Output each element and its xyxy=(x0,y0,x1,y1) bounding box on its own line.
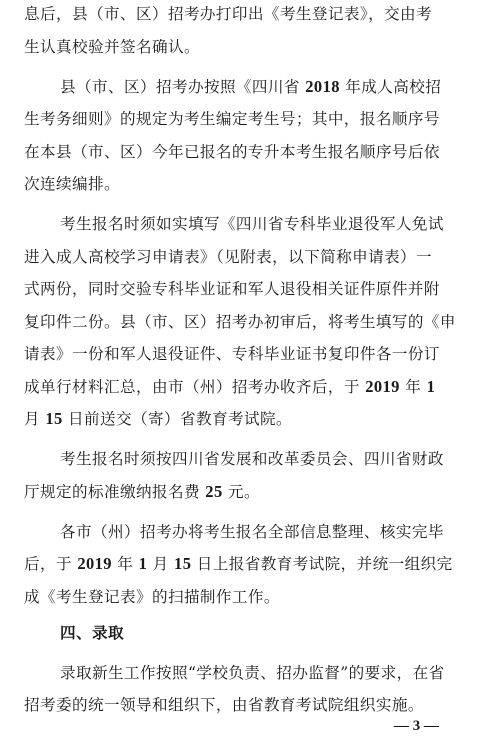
text-line: 生认真校验并签名确认。 xyxy=(24,38,200,56)
text-line: 成《考生登记表》的扫描制作工作。 xyxy=(24,588,280,606)
text-line: 县（市、区）招考办按照《四川省 2018 年成人高校招 xyxy=(60,77,442,96)
section-heading: 四、录取 xyxy=(60,623,124,642)
text-line: 考生报名时须按四川省发展和改革委员会、四川省财政 xyxy=(60,450,444,468)
text-line: 录取新生工作按照“学校负责、招办监督”的要求，在省 xyxy=(60,664,445,682)
text-line: 在本县（市、区）今年已报名的专升本考生报名顺序号后依 xyxy=(24,143,440,161)
text-line: 请表》一份和军人退役证件、专科毕业证书复印件各一份订 xyxy=(24,345,440,363)
text-line: 考生报名时须如实填写《四川省专科毕业退役军人免试 xyxy=(60,215,444,233)
text-line: 复印件二份。县（市、区）招考办初审后，将考生填写的《申 xyxy=(24,313,456,331)
text-line: 招考委的统一领导和组织下，由省教育考试院组织实施。 xyxy=(24,696,424,714)
text-line: 次连续编排。 xyxy=(24,175,120,193)
text-line: 后，于 2019 年 1 月 15 日上报省教育考试院，并统一组织完 xyxy=(24,554,453,573)
text-line: 成单行材料汇总，由市（州）招考办收齐后，于 2019 年 1 xyxy=(24,377,436,396)
text-line: 息后，县（市、区）招考办打印出《考生登记表》，交由考 xyxy=(24,5,433,23)
text-line: 进入成人高校学习申请表》（见附表，以下简称申请表）一 xyxy=(24,248,433,266)
text-line: 各市（州）招考办将考生报名全部信息整理、核实完毕 xyxy=(60,523,444,541)
text-line: 式两份，同时交验专科毕业证和军人退役相关证件原件并附 xyxy=(24,280,440,298)
page-number: — 3 — xyxy=(394,718,439,734)
text-line: 生考务细则》的规定为考生编定考生号；其中，报名顺序号 xyxy=(24,110,440,128)
text-line: 月 15 日前送交（寄）省教育考试院。 xyxy=(24,409,292,428)
text-line: 厅规定的标准缴纳报名费 25 元。 xyxy=(24,482,260,501)
